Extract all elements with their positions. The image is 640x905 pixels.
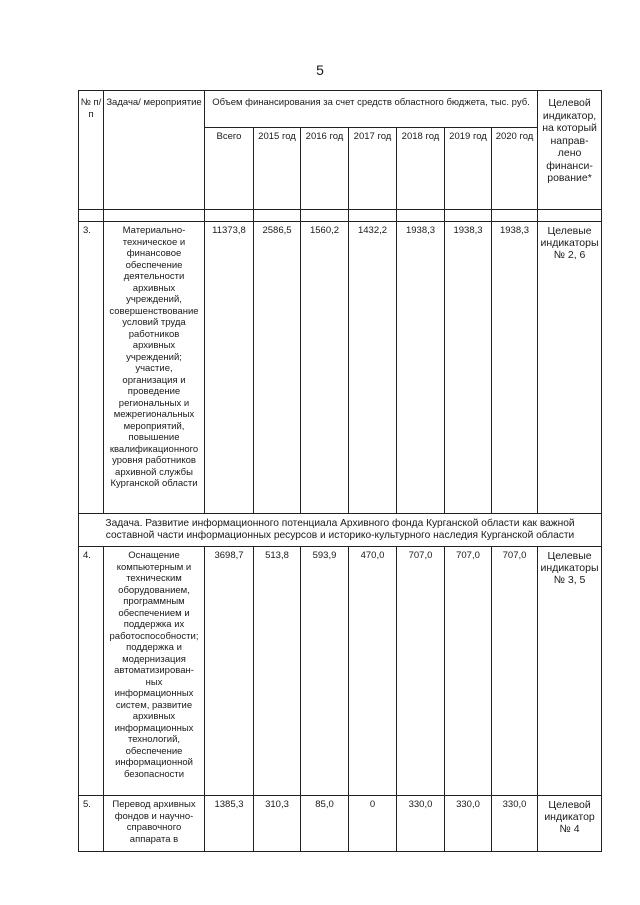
header-year: 2015 год — [254, 128, 301, 210]
header-row — [79, 91, 602, 128]
spacer-cell — [349, 210, 397, 222]
row-value: 330,0 — [445, 796, 492, 852]
row-value: 0 — [349, 796, 397, 852]
task-section: Задача. Развитие информационного потенциала Архивного фонда Курганской области как важной составной части информационных ресурсов и историко-культурного наследия Курганской области — [79, 514, 602, 547]
row-value: 470,0 — [349, 547, 397, 796]
header-year: 2018 год — [397, 128, 445, 210]
spacer-cell — [254, 210, 301, 222]
row-number: 5. — [79, 796, 104, 852]
financing-table — [78, 90, 602, 852]
spacer-cell — [492, 210, 538, 222]
spacer-cell — [397, 210, 445, 222]
header-year: 2017 год — [349, 128, 397, 210]
row-value: 513,8 — [254, 547, 301, 796]
row-value: 707,0 — [492, 547, 538, 796]
row-task: Перевод архивных фондов и научно-справочного аппарата в — [104, 796, 205, 852]
row-value: 707,0 — [445, 547, 492, 796]
row-value: 1432,2 — [349, 222, 397, 514]
row-value: 707,0 — [397, 547, 445, 796]
row-value: 85,0 — [301, 796, 349, 852]
header-year: 2019 год — [445, 128, 492, 210]
row-total: 1385,3 — [205, 796, 254, 852]
row-value: 1938,3 — [492, 222, 538, 514]
header-indicator: Целевой индикатор, на который направ- лено финанси- рование* — [538, 91, 602, 210]
spacer-cell — [205, 210, 254, 222]
header-financing: Объем финансирования за счет средств областного бюджета, тыс. руб. — [205, 91, 538, 128]
header-task: Задача/ мероприятие — [104, 91, 205, 210]
row-indicator: Целевой индикатор № 4 — [538, 796, 602, 852]
table-row — [79, 796, 602, 852]
header-num: № п/п — [79, 91, 104, 210]
row-number: 3. — [79, 222, 104, 514]
row-value: 2586,5 — [254, 222, 301, 514]
row-value: 310,3 — [254, 796, 301, 852]
page-number: 5 — [316, 62, 324, 78]
row-number: 4. — [79, 547, 104, 796]
row-value: 593,9 — [301, 547, 349, 796]
row-value: 1560,2 — [301, 222, 349, 514]
row-indicator: Целевые индикаторы № 3, 5 — [538, 547, 602, 796]
row-total: 3698,7 — [205, 547, 254, 796]
spacer-cell — [445, 210, 492, 222]
spacer-cell — [301, 210, 349, 222]
spacer-cell — [538, 210, 602, 222]
header-year: 2016 год — [301, 128, 349, 210]
row-indicator: Целевые индикаторы № 2, 6 — [538, 222, 602, 514]
spacer-row — [79, 210, 602, 222]
row-value: 1938,3 — [445, 222, 492, 514]
row-value: 1938,3 — [397, 222, 445, 514]
spacer-cell — [79, 210, 104, 222]
table-row — [79, 547, 602, 796]
row-task: Материально-техническое и финансовое обеспечение деятельности архивных учреждений, совершенствование условий труда работников архивных учреждений; участие, организация и проведение региональных и межрегиональных мероприятий, повышение квалификационного уровня работников архивной службы Курганской области — [104, 222, 205, 514]
task-section-row — [79, 514, 602, 547]
table-row — [79, 222, 602, 514]
row-value: 330,0 — [397, 796, 445, 852]
header-total: Всего — [205, 128, 254, 210]
header-year: 2020 год — [492, 128, 538, 210]
row-total: 11373,8 — [205, 222, 254, 514]
row-value: 330,0 — [492, 796, 538, 852]
spacer-cell — [104, 210, 205, 222]
row-task: Оснащение компьютерным и техническим оборудованием, программным обеспечением и поддержка их работоспособности; поддержка и модернизация автоматизирован-ных информационных систем, развитие архивных информационных технологий, обеспечение информационной безопасности — [104, 547, 205, 796]
